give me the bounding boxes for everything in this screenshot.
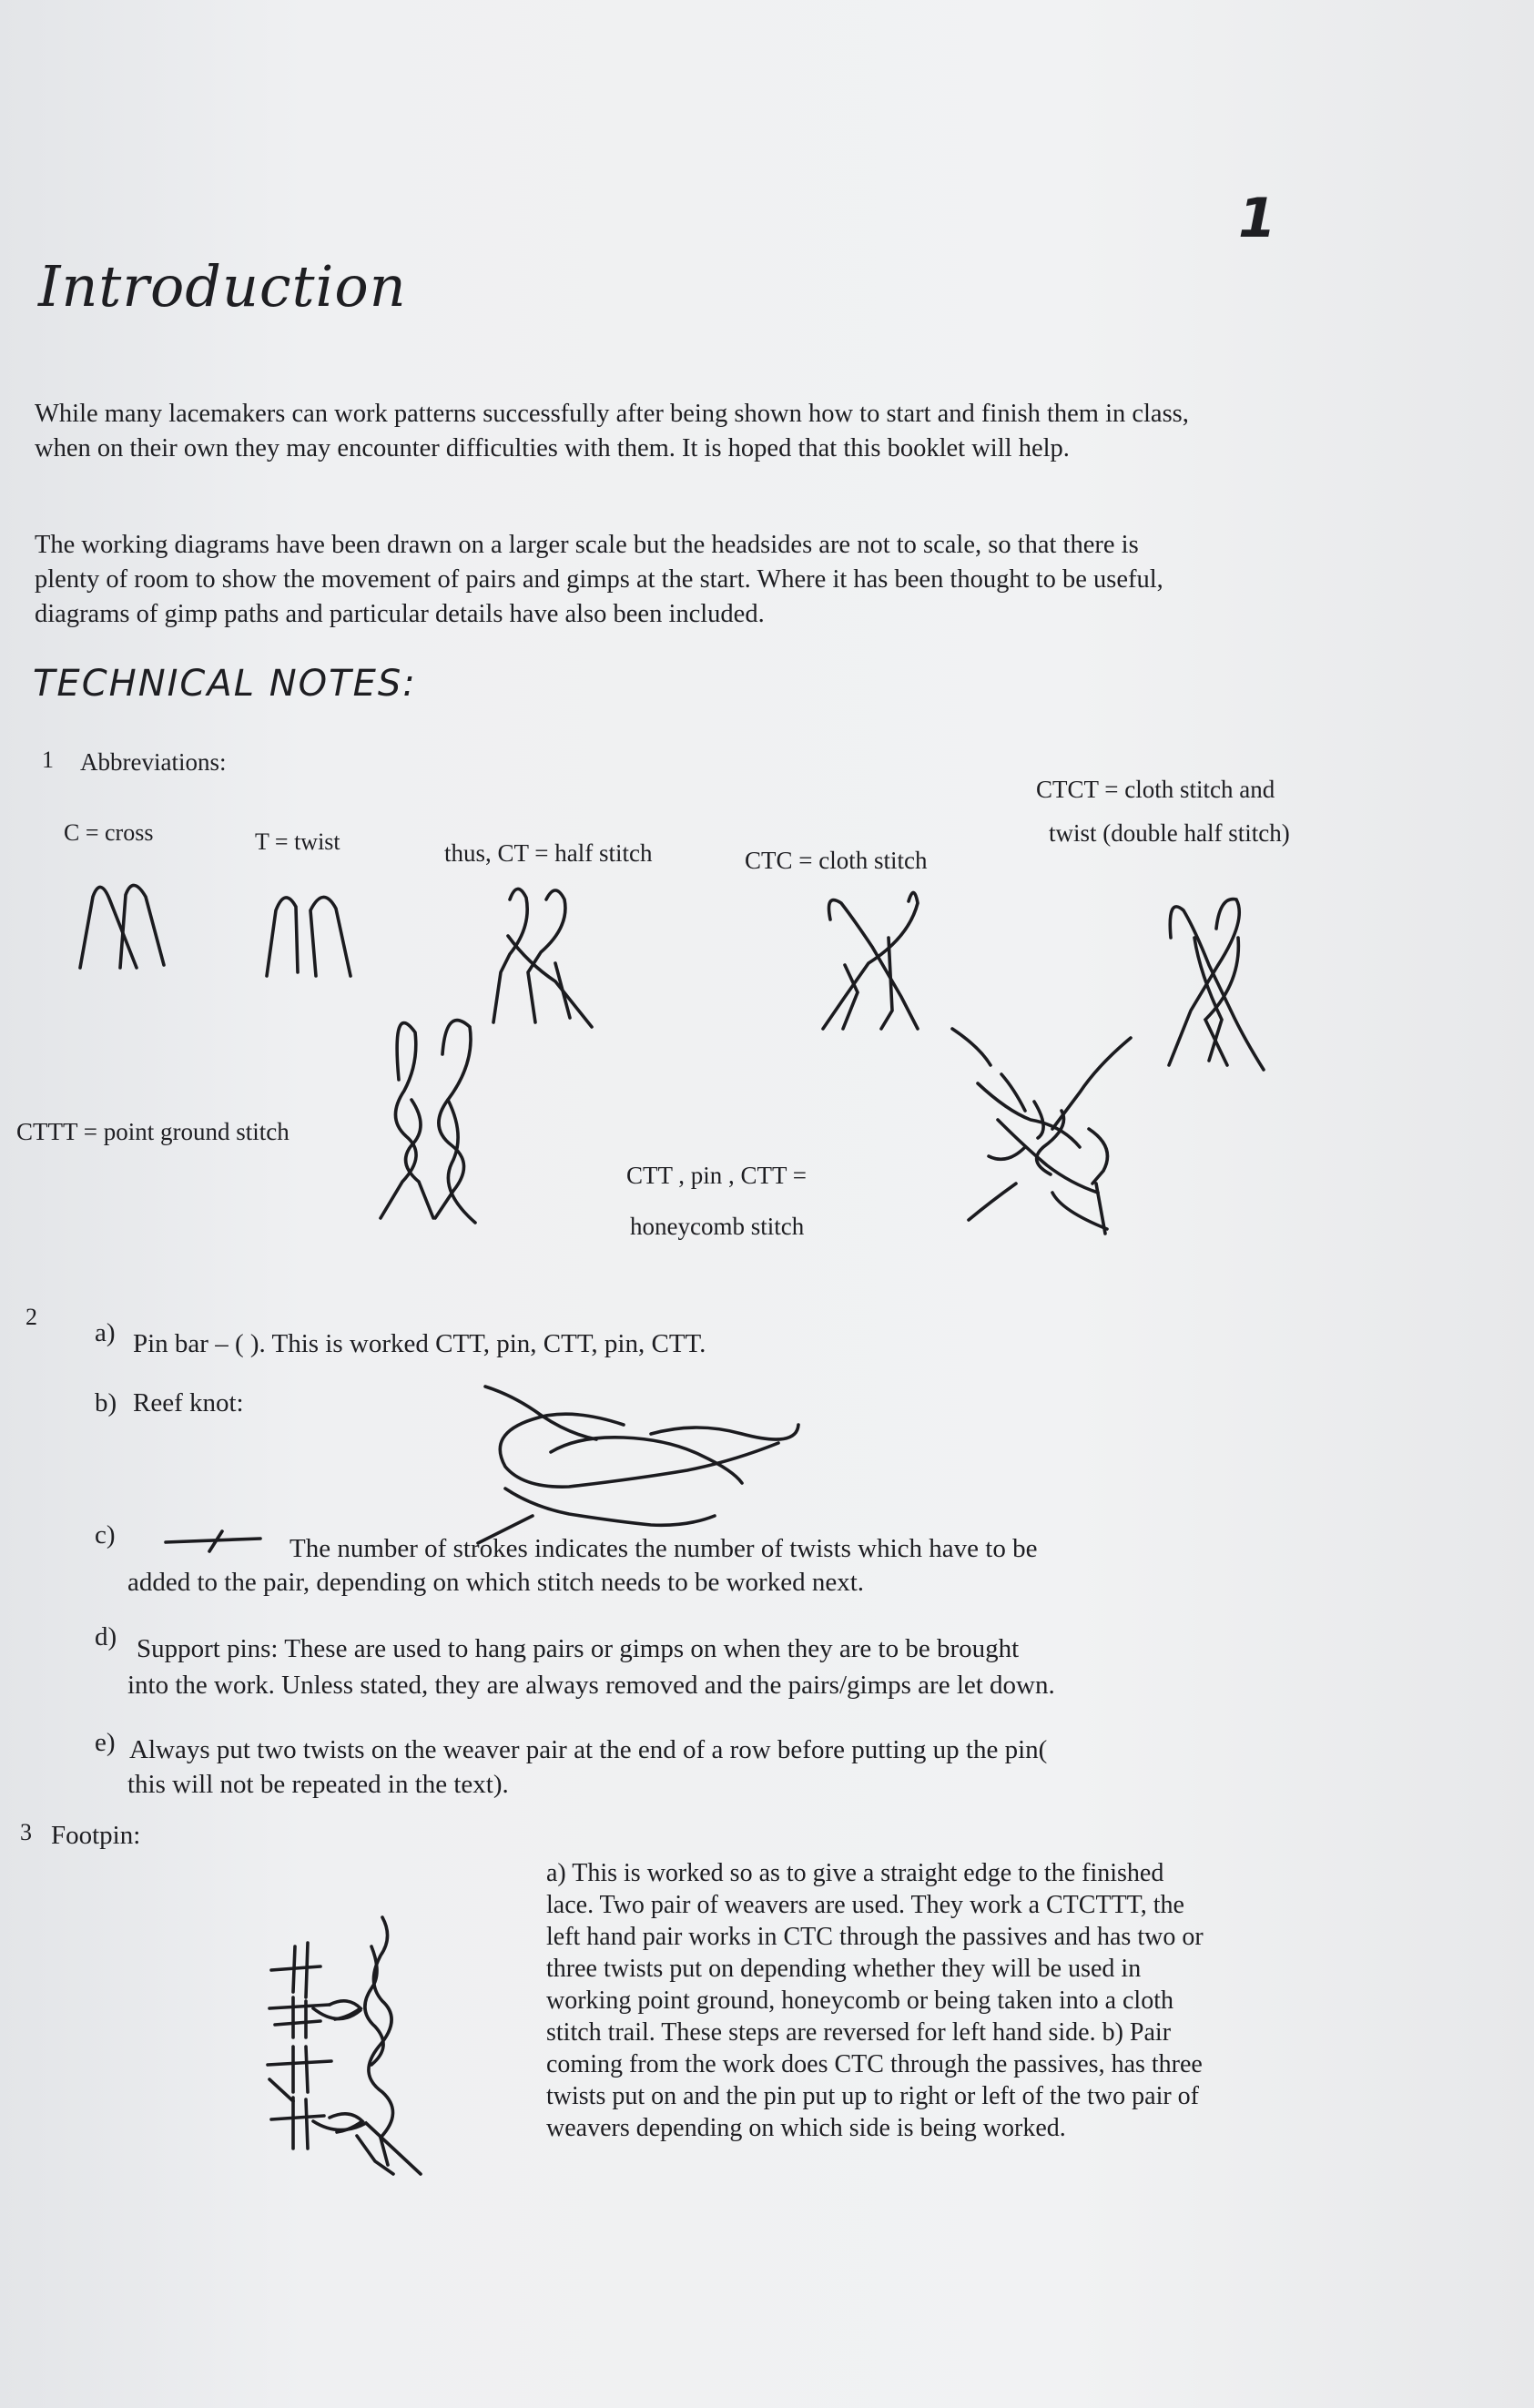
item-2b-label: b) — [95, 1388, 117, 1417]
support-pins-line-1: Support pins: These are used to hang pairs or gimps on when they are to be brought — [137, 1634, 1020, 1663]
cross-label: C = cross — [64, 819, 154, 846]
page-number: 1 — [1238, 187, 1276, 250]
technical-notes-heading: TECHNICAL NOTES: — [33, 663, 417, 705]
ctct-label-line-2: twist (double half stitch) — [1049, 819, 1290, 847]
point-ground-diagram — [375, 1000, 493, 1227]
section-3-number: 3 — [20, 1819, 32, 1845]
cloth-stitch-diagram — [818, 883, 936, 1038]
page-title: Introduction — [38, 253, 407, 320]
section-2-number: 2 — [25, 1304, 37, 1330]
ctct-label-line-1: CTCT = cloth stitch and — [1036, 776, 1275, 803]
half-stitch-diagram — [492, 881, 601, 1036]
twist-strokes-symbol — [162, 1529, 262, 1557]
footpin-description: a) This is worked so as to give a straight edge to the finished lace. Two pair of weavers are used. They work a CTCTTT, the left hand pair works in CTC through the passives and has two or three twists put on depending whether they will be used in working point ground, honeycomb or being taken into a cloth stitch trail. These steps are reversed for left hand side. b) Pair coming from the work does CTC through the passives, has three twists put on and the pin put up to right or left of the two pair of weavers depending on which side is being worked. — [546, 1859, 1204, 2142]
cross-diagram — [73, 869, 182, 979]
twist-diagram — [259, 874, 369, 988]
honeycomb-label-line-1: CTT , pin , CTT = — [626, 1162, 807, 1189]
item-2c-label: c) — [95, 1520, 116, 1549]
point-ground-label: CTTT = point ground stitch — [16, 1118, 290, 1145]
item-2e-label: e) — [95, 1728, 116, 1757]
reef-knot-diagram — [469, 1379, 815, 1543]
support-pins-line-2: into the work. Unless stated, they are always removed and the pairs/gimps are let down. — [127, 1671, 1055, 1700]
pin-bar-text: Pin bar – ( ). This is worked CTT, pin, CTT, pin, CTT. — [133, 1329, 706, 1358]
twists-note-line-1: Always put two twists on the weaver pair at the end of a row before putting up the pin( — [129, 1735, 1048, 1764]
footpin-diagram — [266, 1910, 430, 2174]
section-1-number: 1 — [42, 747, 54, 773]
intro-paragraph-1: While many lacemakers can work patterns successfully after being shown how to start and finish them in class, when on their own they may encounter difficulties with them. It is hoped that this booklet will help. — [35, 400, 1189, 462]
twist-strokes-line-2: added to the pair, depending on which stitch needs to be worked next. — [127, 1568, 865, 1597]
honeycomb-label-line-2: honeycomb stitch — [630, 1213, 805, 1240]
abbreviations-heading: Abbreviations: — [80, 748, 227, 776]
twist-label: T = twist — [255, 828, 340, 855]
honeycomb-diagram — [943, 1011, 1153, 1238]
twists-note-line-2: this will not be repeated in the text). — [127, 1770, 509, 1799]
twist-strokes-line-1: The number of strokes indicates the number of twists which have to be — [290, 1534, 1038, 1563]
item-2a-label: a) — [95, 1318, 116, 1347]
cloth-stitch-label: CTC = cloth stitch — [745, 847, 928, 874]
half-stitch-label: thus, CT = half stitch — [444, 839, 653, 867]
reef-knot-label: Reef knot: — [133, 1388, 244, 1417]
item-2d-label: d) — [95, 1622, 117, 1651]
ctct-diagram — [1163, 883, 1273, 1074]
footpin-heading: Footpin: — [51, 1821, 141, 1850]
intro-paragraph-2: The working diagrams have been drawn on a larger scale but the headsides are not to scale, so that there is plenty of room to show the movement of pairs and gimps at the start. Where it has been thought to be useful, diagrams of gimp paths and particular details have also been included. — [35, 531, 1163, 628]
